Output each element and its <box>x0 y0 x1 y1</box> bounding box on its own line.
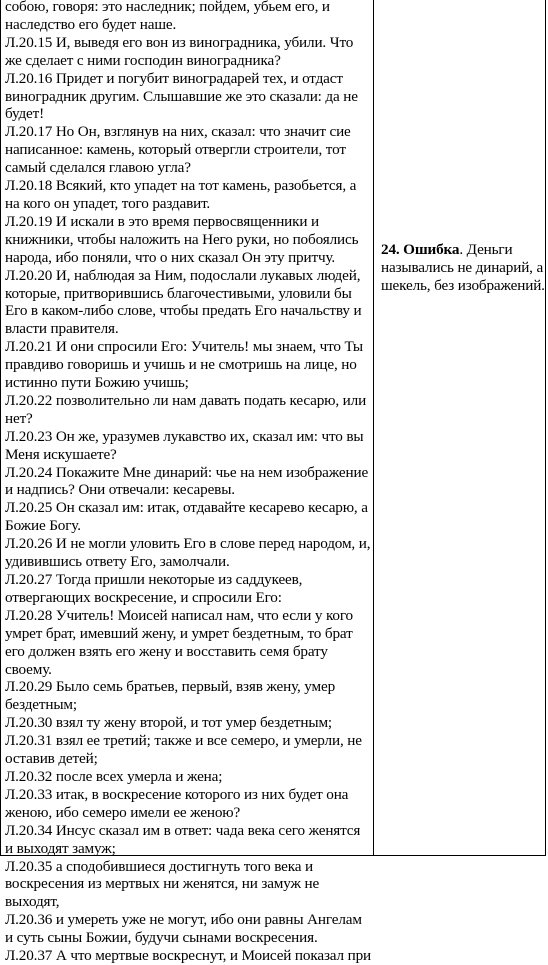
verse-paragraph: Л.20.16 Придет и погубит виноградарей тех, и отдаст виноградник другим. Слышавшие же это сказали: да не будет! <box>5 69 358 123</box>
verse-paragraph: Л.20.17 Но Он, взглянув на них, сказал: что значит сие написанное: камень, который отвергли строители, тот самый сделался главою угла? <box>5 123 351 177</box>
verse-paragraph: Л.20.27 Тогда пришли некоторые из саддукеев, отвергающих воскресение, и спросили Его: <box>5 571 303 606</box>
verse-paragraph: Л.20.30 взял ту жену второй, и тот умер бездетным; <box>5 714 332 732</box>
bible-text-column <box>5 0 371 965</box>
verse-paragraph: Л.20.31 взял ее третий; также и все семеро, и умерли, не оставив детей; <box>5 732 362 768</box>
commentary-column <box>381 241 546 295</box>
verse-paragraph: Л.20.32 после всех умерла и жена; <box>5 767 223 785</box>
column-divider <box>373 0 374 855</box>
verse-paragraph: Л.20.15 И, выведя его вон из виноградника, убили. Что же сделает с ними господин виноградника? <box>5 33 354 69</box>
note-title: 24. Ошибка <box>381 241 460 258</box>
verse-paragraph: Л.20.20 И, наблюдая за Ним, подослали лукавых людей, которые, притворившись благочестивыми, уловили бы Его в каком-либо слове, чтобы предать Его начальству и власти правителя. <box>5 266 362 338</box>
verse-paragraph: Л.20.29 Было семь братьев, первый, взяв жену, умер бездетным; <box>5 678 336 714</box>
verse-paragraph: Л.20.23 Он же, уразумев лукавство их, сказал им: что вы Меня искушаете? <box>5 427 364 463</box>
verse-paragraph: Л.20.22 позволительно ли нам давать подать кесарю, или нет? <box>5 391 367 427</box>
verse-paragraph: Л.20.24 Покажите Мне динарий: чье на нем изображение и надпись? Они отвечали: кесаревы. <box>5 463 369 499</box>
verse-paragraph: Л.20.33 итак, в воскресение которого из них будет она женою, ибо семеро имели ее женою? <box>5 785 349 821</box>
verse-paragraph: Л.20.37 А что мертвые воскреснут, и Моисей показал при <box>5 947 371 965</box>
verse-paragraph: Л.20.26 И не могли уловить Его в слове перед народом, и, удивившись ответу Его, замолчали. <box>5 535 371 571</box>
verse-paragraph: Л.20.18 Всякий, кто упадет на тот камень, разобьется, а на кого он упадет, того раздавит. <box>5 177 357 212</box>
verse-paragraph: Л.20.28 Учитель! Моисей написал нам, что если у кого умрет брат, имевший жену, и умрет бездетным, то брат его должен взять его жену и восставить семя брату своему. <box>5 606 354 678</box>
verse-paragraph: Л.20.35 а сподобившиеся достигнуть того века и воскресения из мертвых ни женятся, ни замуж не выходят, <box>5 857 320 911</box>
commentary-note <box>381 241 546 295</box>
verse-paragraph: собою, говоря: это наследник; пойдем, убьем его, и наследство его будет наше. <box>5 0 330 33</box>
verse-paragraph: Л.20.21 И они спросили Его: Учитель! мы знаем, что Ты правдиво говоришь и учишь и не смотришь на лице, но истинно пути Божию учишь; <box>5 338 363 392</box>
verse-paragraph: Л.20.34 Инсус сказал им в ответ: чада века сего женятся и выходят замуж; <box>5 821 361 857</box>
verse-paragraph: Л.20.25 Он сказал им: итак, отдавайте кесарево кесарю, а Божие Богу. <box>5 499 368 535</box>
verse-paragraph: Л.20.19 И искали в это время первосвященники и книжники, чтобы наложить на Него руки, но побоялись народа, ибо поняли, что о них сказал Он эту притчу. <box>5 212 359 266</box>
note-text: . Деньги назывались не динарий, а шекель, без изображений. <box>381 241 545 294</box>
verse-paragraph: Л.20.36 и умереть уже не могут, ибо они равны Ангелам и суть сыны Божии, будучи сынами воскресения. <box>5 911 362 947</box>
